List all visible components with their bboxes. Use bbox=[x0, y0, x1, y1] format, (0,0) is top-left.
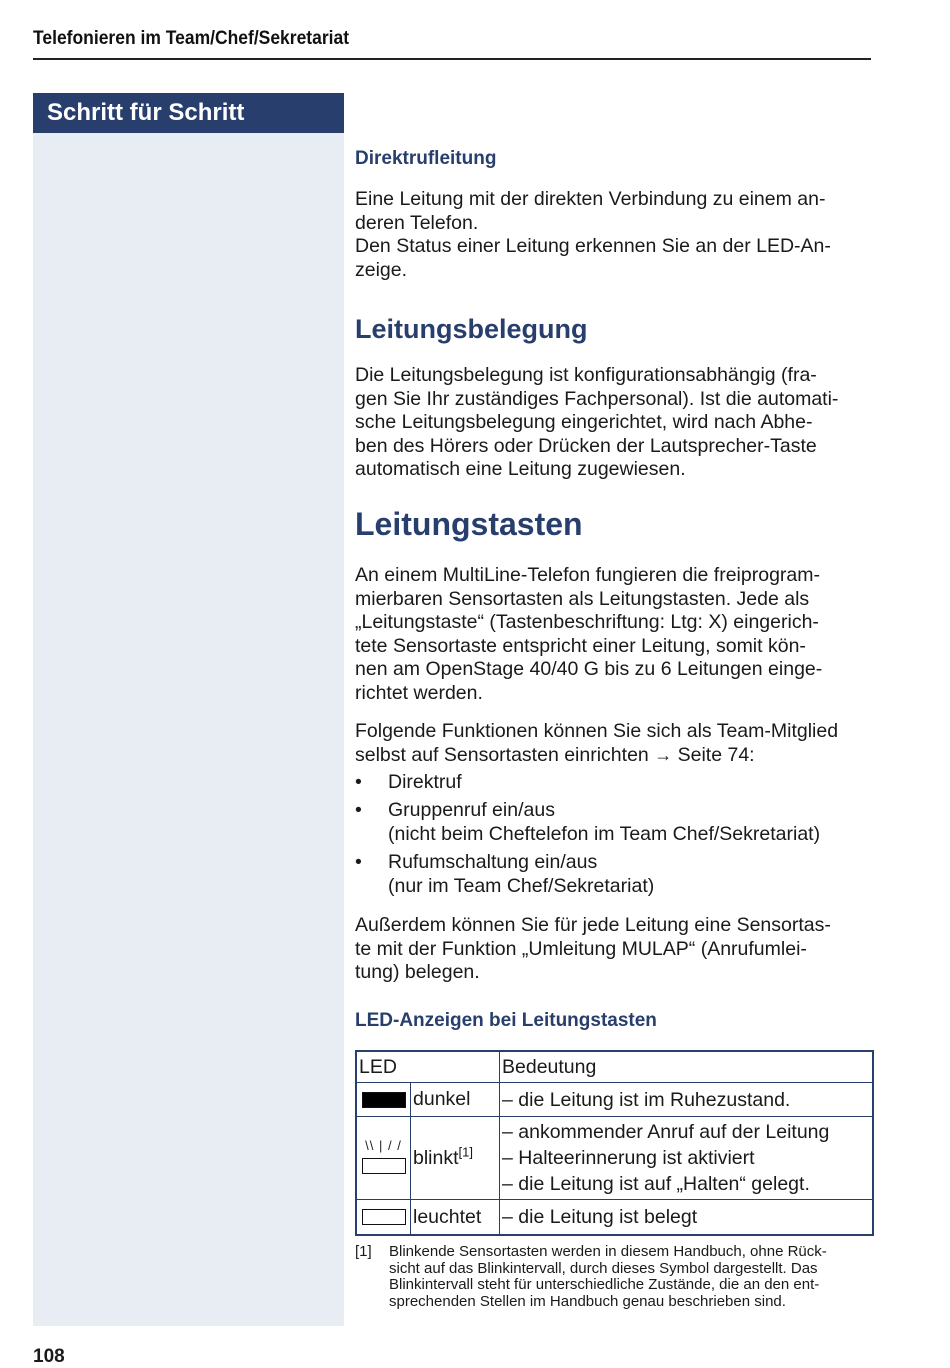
column-header-meaning: Bedeutung bbox=[500, 1051, 874, 1083]
running-header: Telefonieren im Team/Chef/Sekretariat bbox=[33, 28, 350, 49]
list-item: • Rufumschaltung ein/aus (nur im Team Chef/Sekretariat) bbox=[355, 850, 875, 898]
table-header-row bbox=[356, 1051, 873, 1083]
footnote-text: Blinkende Sensortasten werden in diesem Handbuch, ohne Rück- sicht auf das Blinkintervall, durch dieses Symbol dargestellt. Das Blinkintervall steht für unterschiedliche Zustände, die an den ent- sprechenden Stellen im Handbuch genau beschrieben sind. bbox=[389, 1243, 827, 1310]
footnote-mark: [1] bbox=[355, 1243, 372, 1260]
paragraph-leitungsbelegung: Die Leitungsbelegung ist konfigurationsabhängig (fra- gen Sie Ihr zuständiges Fachpersonal). Ist die automati- sche Leitungsbelegung eingerichtet, wird nach Abhe- ben des Hörers oder Drücken der Lautsprecher-Taste automatisch eine Leitung zugewiesen. bbox=[355, 364, 839, 480]
led-table bbox=[355, 1050, 874, 1236]
function-list bbox=[355, 770, 875, 902]
heading-leitungstasten: Leitungstasten bbox=[355, 506, 583, 542]
page-number: 108 bbox=[33, 1346, 65, 1367]
page-reference-link[interactable]: Seite 74: bbox=[677, 743, 755, 766]
footnote bbox=[355, 1244, 875, 1310]
table-row bbox=[356, 1117, 873, 1200]
led-blinking-icon: \\ | / / bbox=[356, 1117, 411, 1200]
footnote-reference: [1] bbox=[458, 1144, 473, 1159]
sidebar-column bbox=[33, 93, 344, 1326]
led-meaning: – die Leitung ist belegt bbox=[500, 1200, 874, 1236]
list-item: • Direktruf bbox=[355, 770, 875, 794]
led-state: leuchtet bbox=[411, 1200, 500, 1236]
heading-leitungsbelegung: Leitungsbelegung bbox=[355, 314, 588, 344]
list-item: • Gruppenruf ein/aus (nicht beim Cheftelefon im Team Chef/Sekretariat) bbox=[355, 798, 875, 846]
paragraph-leitungstasten-intro: An einem MultiLine-Telefon fungieren die freiprogram- mierbaren Sensortasten als Leitungstasten. Jede als „Leitungstaste“ (Tastenbeschriftung: Ltg: X) eingerich- tete Sensortaste entspricht einer Leitung, somit kön- nen am OpenStage 40/40 G bis zu 6 Leitungen einge- richtet werden. bbox=[355, 564, 823, 704]
heading-led-anzeigen: LED-Anzeigen bei Leitungstasten bbox=[355, 1010, 657, 1031]
sidebar-title: Schritt für Schritt bbox=[33, 93, 344, 133]
column-header-led: LED bbox=[356, 1051, 500, 1083]
led-dark-icon bbox=[356, 1083, 411, 1117]
arrow-right-icon: → bbox=[654, 744, 673, 765]
led-meaning: – die Leitung ist im Ruhezustand. bbox=[500, 1083, 874, 1117]
led-lit-icon bbox=[356, 1200, 411, 1236]
heading-direktrufleitung: Direktrufleitung bbox=[355, 148, 497, 169]
table-row bbox=[356, 1083, 873, 1117]
table-row bbox=[356, 1200, 873, 1236]
led-state: dunkel bbox=[411, 1083, 500, 1117]
paragraph-direktrufleitung: Eine Leitung mit der direkten Verbindung zu einem an- deren Telefon. Den Status einer Leitung erkennen Sie an der LED-An- zeige. bbox=[355, 188, 831, 281]
paragraph-functions: Folgende Funktionen können Sie sich als Team-Mitglied selbst auf Sensortasten einrichten → Seite 74: bbox=[355, 720, 839, 766]
header-rule bbox=[33, 58, 871, 60]
paragraph-mulap: Außerdem können Sie für jede Leitung eine Sensortas- te mit der Funktion „Umleitung MULAP“ (Anrufumlei- tung) belegen. bbox=[355, 914, 831, 983]
led-meaning: – ankommender Anruf auf der Leitung – Halteerinnerung ist aktiviert – die Leitung ist auf „Halten“ gelegt. bbox=[500, 1117, 874, 1200]
led-state: blinkt[1] bbox=[411, 1117, 500, 1200]
